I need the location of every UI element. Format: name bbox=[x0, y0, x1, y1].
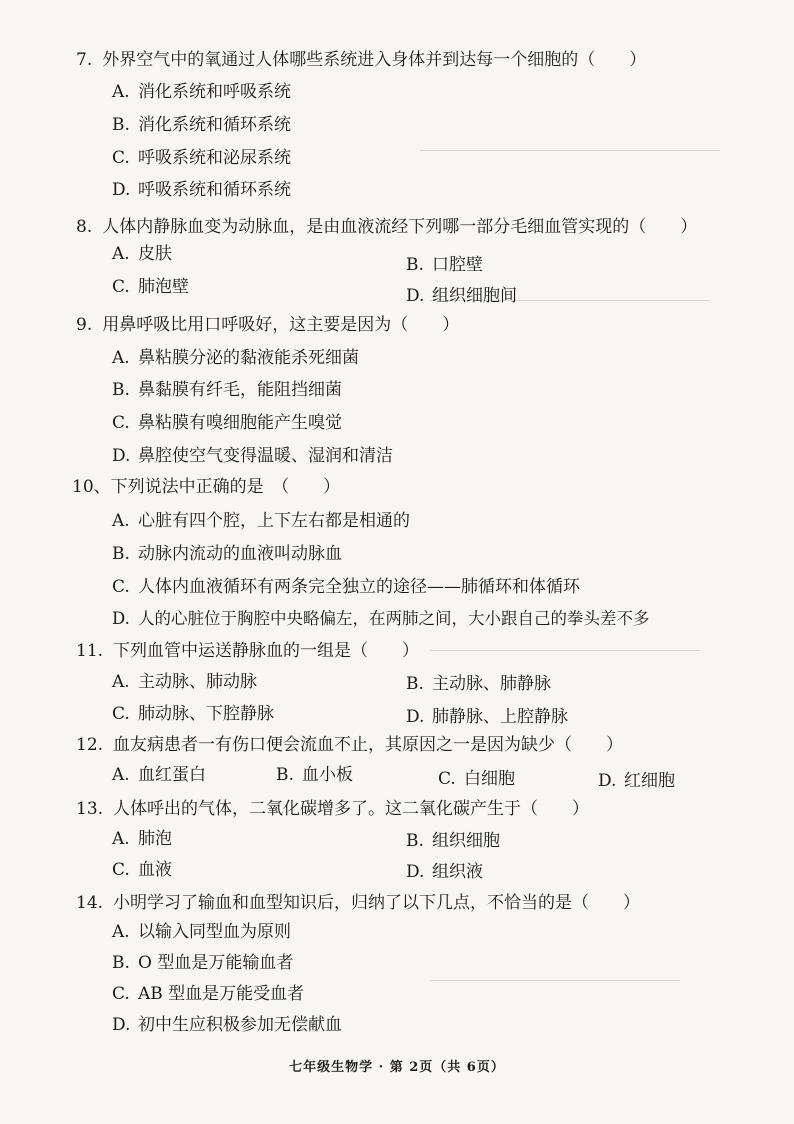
bleed-through-mark bbox=[430, 650, 700, 655]
option-a: A. 心脏有四个腔，上下左右都是相通的 bbox=[112, 511, 410, 531]
option-d: D. 组织细胞间 bbox=[406, 286, 517, 306]
question-11 bbox=[76, 639, 419, 663]
option-b: B. 血小板 bbox=[276, 765, 353, 785]
option-a: A. 皮肤 bbox=[112, 244, 172, 264]
option-c: C. 人体内血液循环有两条完全独立的途径——肺循环和体循环 bbox=[112, 577, 580, 597]
option-a: A. 消化系统和呼吸系统 bbox=[112, 82, 291, 102]
question-stem: 血友病患者一有伤口便会流血不止，其原因之一是因为缺少（ ） bbox=[113, 735, 624, 755]
option-d: D. 鼻腔使空气变得温暖、湿润和清洁 bbox=[112, 446, 393, 466]
question-stem: 小明学习了输血和血型知识后，归纳了以下几点，不恰当的是（ ） bbox=[113, 893, 641, 913]
option-c: C. 呼吸系统和泌尿系统 bbox=[112, 148, 291, 168]
option-d: D. 呼吸系统和循环系统 bbox=[112, 180, 291, 200]
option-a: A. 主动脉、肺动脉 bbox=[112, 672, 257, 692]
option-d: D. 肺静脉、上腔静脉 bbox=[406, 707, 568, 727]
option-d: D. 初中生应积极参加无偿献血 bbox=[112, 1015, 342, 1035]
option-a: A. 以输入同型血为原则 bbox=[112, 922, 291, 942]
question-stem: 下列说法中正确的是 （ ） bbox=[110, 477, 341, 497]
option-c: C. 血液 bbox=[112, 860, 172, 880]
bleed-through-mark bbox=[420, 150, 720, 155]
bleed-through-mark bbox=[430, 980, 680, 985]
question-number: 13. bbox=[76, 799, 104, 819]
question-number: 11. bbox=[76, 641, 104, 661]
question-number: 9. bbox=[76, 315, 93, 335]
question-stem: 人体呼出的气体，二氧化碳增多了。这二氧化碳产生于（ ） bbox=[113, 799, 590, 819]
question-number: 7. bbox=[76, 50, 93, 70]
question-stem: 下列血管中运送静脉血的一组是（ ） bbox=[113, 641, 420, 661]
question-stem: 外界空气中的氧通过人体哪些系统进入身体并到达每一个细胞的（ ） bbox=[102, 50, 647, 70]
option-d: D. 组织液 bbox=[406, 862, 483, 882]
option-a: A. 鼻粘膜分泌的黏液能杀死细菌 bbox=[112, 348, 359, 368]
question-number: 10、 bbox=[72, 477, 111, 497]
option-c: C. AB 型血是万能受血者 bbox=[112, 984, 305, 1004]
option-c: C. 肺动脉、下腔静脉 bbox=[112, 704, 274, 724]
page-footer: 七年级生物学 · 第 2页（共 6页） bbox=[289, 1060, 505, 1075]
option-c: C. 白细胞 bbox=[438, 769, 515, 789]
question-number: 8. bbox=[76, 217, 93, 237]
question-number: 12. bbox=[76, 735, 104, 755]
option-a: A. 血红蛋白 bbox=[112, 765, 206, 785]
option-b: B. 动脉内流动的血液叫动脉血 bbox=[112, 544, 342, 564]
option-d: D. 人的心脏位于胸腔中央略偏左，在两肺之间，大小跟自己的拳头差不多 bbox=[112, 609, 650, 628]
option-b: B. 组织细胞 bbox=[406, 831, 500, 851]
question-7 bbox=[76, 48, 646, 72]
option-b: B. O 型血是万能输血者 bbox=[112, 953, 294, 973]
option-c: C. 肺泡壁 bbox=[112, 277, 189, 297]
question-stem: 人体内静脉血变为动脉血，是由血液流经下列哪一部分毛细血管实现的（ ） bbox=[102, 217, 698, 237]
question-number: 14. bbox=[76, 893, 104, 913]
option-b: B. 口腔壁 bbox=[406, 255, 483, 275]
question-stem: 用鼻呼吸比用口呼吸好，这主要是因为（ ） bbox=[102, 315, 460, 335]
option-b: B. 鼻黏膜有纤毛，能阻挡细菌 bbox=[112, 380, 342, 400]
option-c: C. 鼻粘膜有嗅细胞能产生嗅觉 bbox=[112, 413, 342, 433]
option-b: B. 主动脉、肺静脉 bbox=[406, 674, 551, 694]
option-b: B. 消化系统和循环系统 bbox=[112, 115, 291, 135]
option-a: A. 肺泡 bbox=[112, 829, 172, 849]
question-9 bbox=[76, 313, 459, 337]
option-d: D. 红细胞 bbox=[598, 771, 675, 791]
question-14 bbox=[76, 891, 640, 915]
question-10 bbox=[72, 475, 340, 499]
question-13 bbox=[76, 797, 589, 821]
question-12 bbox=[76, 733, 623, 757]
question-8 bbox=[76, 215, 697, 239]
